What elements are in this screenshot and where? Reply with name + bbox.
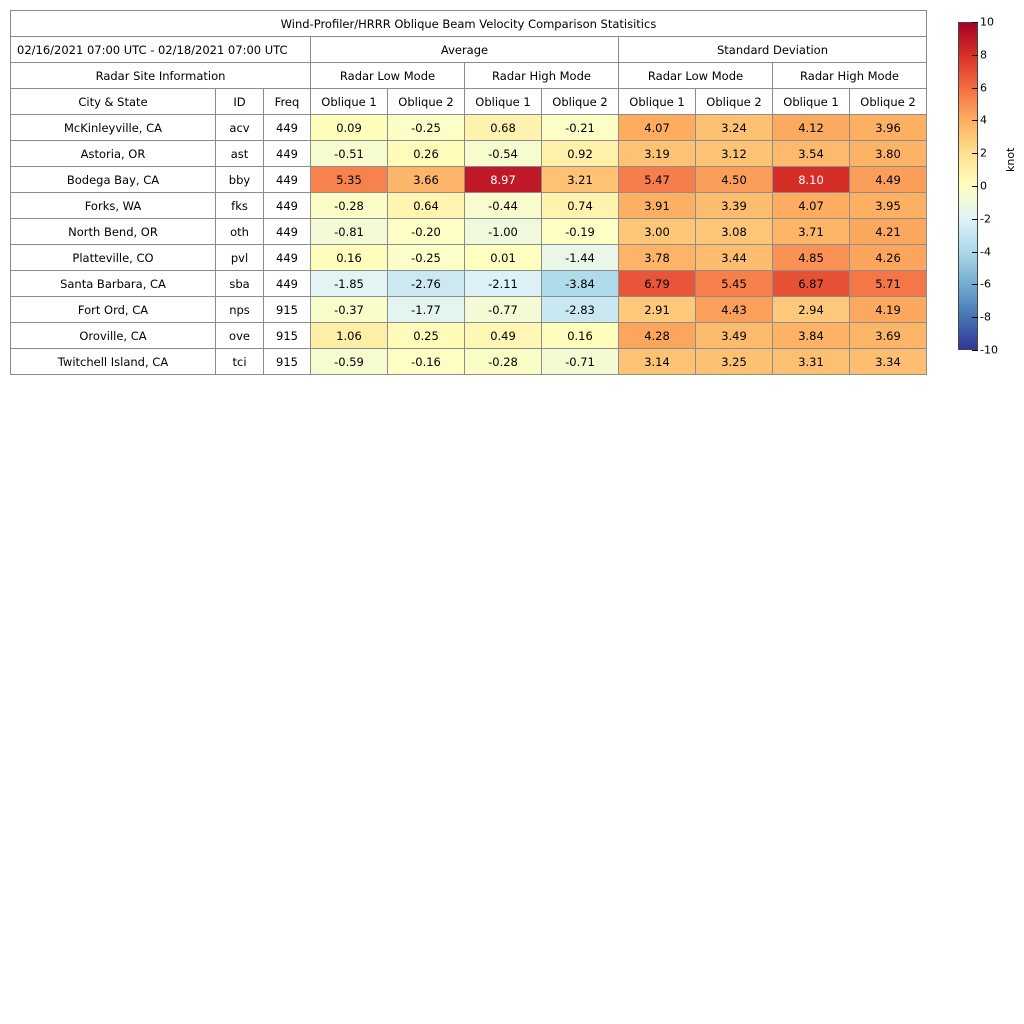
table-row	[11, 219, 927, 245]
cell-value: 3.78	[619, 245, 696, 271]
cell-value: 3.54	[773, 141, 850, 167]
table-column-header-row	[11, 89, 927, 115]
period-label: 02/16/2021 07:00 UTC - 02/18/2021 07:00 UTC	[11, 37, 311, 63]
cell-freq: 449	[264, 141, 311, 167]
cell-city: Bodega Bay, CA	[11, 167, 216, 193]
colorbar-tickmark	[972, 252, 978, 253]
cell-value: 2.94	[773, 297, 850, 323]
statistics-table	[10, 10, 927, 375]
cell-value: -0.19	[542, 219, 619, 245]
cell-value: -1.00	[465, 219, 542, 245]
cell-value: 3.66	[388, 167, 465, 193]
cell-value: 0.25	[388, 323, 465, 349]
cell-value: 0.74	[542, 193, 619, 219]
table-row	[11, 349, 927, 375]
col-avg-low-ob1: Oblique 1	[311, 89, 388, 115]
colorbar-tick-label: -6	[980, 277, 991, 291]
cell-freq: 915	[264, 349, 311, 375]
cell-freq: 449	[264, 245, 311, 271]
colorbar-tickmark	[972, 88, 978, 89]
cell-value: 3.14	[619, 349, 696, 375]
cell-value: -0.20	[388, 219, 465, 245]
table-mode-row	[11, 63, 927, 89]
col-sd-low-ob1: Oblique 1	[619, 89, 696, 115]
cell-value: 3.95	[850, 193, 927, 219]
colorbar-tick-label: -8	[980, 310, 991, 324]
cell-value: 3.00	[619, 219, 696, 245]
cell-value: 0.26	[388, 141, 465, 167]
table-row	[11, 167, 927, 193]
cell-value: 3.80	[850, 141, 927, 167]
cell-value: -0.51	[311, 141, 388, 167]
cell-value: 4.85	[773, 245, 850, 271]
cell-value: 4.49	[850, 167, 927, 193]
cell-value: 3.71	[773, 219, 850, 245]
table-row	[11, 271, 927, 297]
cell-value: 4.21	[850, 219, 927, 245]
cell-freq: 449	[264, 115, 311, 141]
cell-value: -0.16	[388, 349, 465, 375]
col-avg-high-ob2: Oblique 2	[542, 89, 619, 115]
cell-value: 8.97	[465, 167, 542, 193]
cell-value: 0.09	[311, 115, 388, 141]
cell-city: North Bend, OR	[11, 219, 216, 245]
cell-value: -0.81	[311, 219, 388, 245]
cell-value: 3.34	[850, 349, 927, 375]
cell-city: Platteville, CO	[11, 245, 216, 271]
colorbar-tickmark	[972, 219, 978, 220]
table-title-row	[11, 11, 927, 37]
colorbar-tickmark	[972, 22, 978, 23]
cell-value: 6.87	[773, 271, 850, 297]
cell-value: 3.24	[696, 115, 773, 141]
cell-value: 4.26	[850, 245, 927, 271]
cell-value: -0.28	[311, 193, 388, 219]
cell-city: Santa Barbara, CA	[11, 271, 216, 297]
cell-value: -0.37	[311, 297, 388, 323]
cell-value: -1.77	[388, 297, 465, 323]
cell-value: -0.28	[465, 349, 542, 375]
colorbar-tickmark	[972, 55, 978, 56]
cell-value: 3.19	[619, 141, 696, 167]
cell-id: nps	[216, 297, 264, 323]
cell-value: 3.96	[850, 115, 927, 141]
cell-value: 0.49	[465, 323, 542, 349]
cell-city: Astoria, OR	[11, 141, 216, 167]
table-row	[11, 115, 927, 141]
cell-freq: 449	[264, 219, 311, 245]
group-site-info: Radar Site Information	[11, 63, 311, 89]
cell-value: 5.71	[850, 271, 927, 297]
cell-value: 3.08	[696, 219, 773, 245]
cell-value: -2.11	[465, 271, 542, 297]
cell-value: -3.84	[542, 271, 619, 297]
cell-value: 3.21	[542, 167, 619, 193]
cell-value: 5.45	[696, 271, 773, 297]
cell-value: -1.85	[311, 271, 388, 297]
table-row	[11, 297, 927, 323]
cell-freq: 915	[264, 323, 311, 349]
table-body	[11, 115, 927, 375]
cell-value: 3.84	[773, 323, 850, 349]
cell-id: bby	[216, 167, 264, 193]
colorbar-tick-label: 6	[980, 81, 987, 95]
cell-value: 3.69	[850, 323, 927, 349]
colorbar-tickmark	[972, 284, 978, 285]
cell-id: ast	[216, 141, 264, 167]
cell-value: 0.16	[542, 323, 619, 349]
col-freq: Freq	[264, 89, 311, 115]
colorbar-tickmark	[972, 153, 978, 154]
cell-value: 3.25	[696, 349, 773, 375]
cell-id: tci	[216, 349, 264, 375]
cell-id: sba	[216, 271, 264, 297]
cell-value: 0.92	[542, 141, 619, 167]
table-group-row	[11, 37, 927, 63]
colorbar-tick-label: 0	[980, 179, 987, 193]
cell-value: -0.59	[311, 349, 388, 375]
cell-city: Twitchell Island, CA	[11, 349, 216, 375]
avg-low-mode: Radar Low Mode	[311, 63, 465, 89]
sd-low-mode: Radar Low Mode	[619, 63, 773, 89]
colorbar	[958, 15, 1018, 362]
cell-value: 1.06	[311, 323, 388, 349]
colorbar-tick-label: -10	[980, 343, 998, 357]
cell-city: Oroville, CA	[11, 323, 216, 349]
col-sd-high-ob2: Oblique 2	[850, 89, 927, 115]
cell-value: 3.39	[696, 193, 773, 219]
cell-freq: 449	[264, 193, 311, 219]
colorbar-tickmark	[972, 120, 978, 121]
table-title: Wind-Profiler/HRRR Oblique Beam Velocity Comparison Statisitics	[11, 11, 927, 37]
col-avg-high-ob1: Oblique 1	[465, 89, 542, 115]
cell-value: 4.07	[773, 193, 850, 219]
cell-value: -0.25	[388, 245, 465, 271]
sd-high-mode: Radar High Mode	[773, 63, 927, 89]
cell-value: -1.44	[542, 245, 619, 271]
cell-value: 5.35	[311, 167, 388, 193]
cell-id: oth	[216, 219, 264, 245]
cell-value: 4.28	[619, 323, 696, 349]
cell-value: 4.43	[696, 297, 773, 323]
avg-high-mode: Radar High Mode	[465, 63, 619, 89]
cell-value: -0.44	[465, 193, 542, 219]
colorbar-tickmark	[972, 186, 978, 187]
cell-value: 4.07	[619, 115, 696, 141]
cell-city: McKinleyville, CA	[11, 115, 216, 141]
colorbar-tickmark	[972, 317, 978, 318]
cell-city: Forks, WA	[11, 193, 216, 219]
colorbar-tickmark	[972, 350, 978, 351]
cell-value: 3.91	[619, 193, 696, 219]
cell-value: 0.01	[465, 245, 542, 271]
col-avg-low-ob2: Oblique 2	[388, 89, 465, 115]
table-row	[11, 141, 927, 167]
cell-city: Fort Ord, CA	[11, 297, 216, 323]
col-id: ID	[216, 89, 264, 115]
cell-freq: 449	[264, 167, 311, 193]
table-row	[11, 193, 927, 219]
colorbar-tick-label: 8	[980, 48, 987, 62]
cell-value: -0.77	[465, 297, 542, 323]
table-row	[11, 323, 927, 349]
table-row	[11, 245, 927, 271]
cell-value: 8.10	[773, 167, 850, 193]
colorbar-tick-label: 10	[980, 15, 994, 29]
cell-value: 6.79	[619, 271, 696, 297]
cell-value: 3.49	[696, 323, 773, 349]
cell-value: 3.12	[696, 141, 773, 167]
cell-value: 2.91	[619, 297, 696, 323]
cell-value: -2.83	[542, 297, 619, 323]
cell-id: acv	[216, 115, 264, 141]
group-average: Average	[311, 37, 619, 63]
col-sd-high-ob1: Oblique 1	[773, 89, 850, 115]
cell-value: -0.54	[465, 141, 542, 167]
cell-value: 4.19	[850, 297, 927, 323]
colorbar-tick-label: -4	[980, 245, 991, 259]
cell-value: 0.64	[388, 193, 465, 219]
cell-value: 0.68	[465, 115, 542, 141]
cell-value: 3.31	[773, 349, 850, 375]
cell-id: ove	[216, 323, 264, 349]
colorbar-tick-label: 4	[980, 113, 987, 127]
cell-value: 0.16	[311, 245, 388, 271]
cell-value: -0.21	[542, 115, 619, 141]
cell-value: 3.44	[696, 245, 773, 271]
colorbar-label: knot	[1004, 147, 1017, 172]
cell-freq: 449	[264, 271, 311, 297]
cell-value: -2.76	[388, 271, 465, 297]
cell-value: -0.71	[542, 349, 619, 375]
cell-value: 5.47	[619, 167, 696, 193]
col-sd-low-ob2: Oblique 2	[696, 89, 773, 115]
cell-id: pvl	[216, 245, 264, 271]
group-stddev: Standard Deviation	[619, 37, 927, 63]
cell-freq: 915	[264, 297, 311, 323]
col-city: City & State	[11, 89, 216, 115]
colorbar-tick-label: 2	[980, 146, 987, 160]
cell-id: fks	[216, 193, 264, 219]
cell-value: 4.12	[773, 115, 850, 141]
colorbar-tick-label: -2	[980, 212, 991, 226]
cell-value: 4.50	[696, 167, 773, 193]
cell-value: -0.25	[388, 115, 465, 141]
